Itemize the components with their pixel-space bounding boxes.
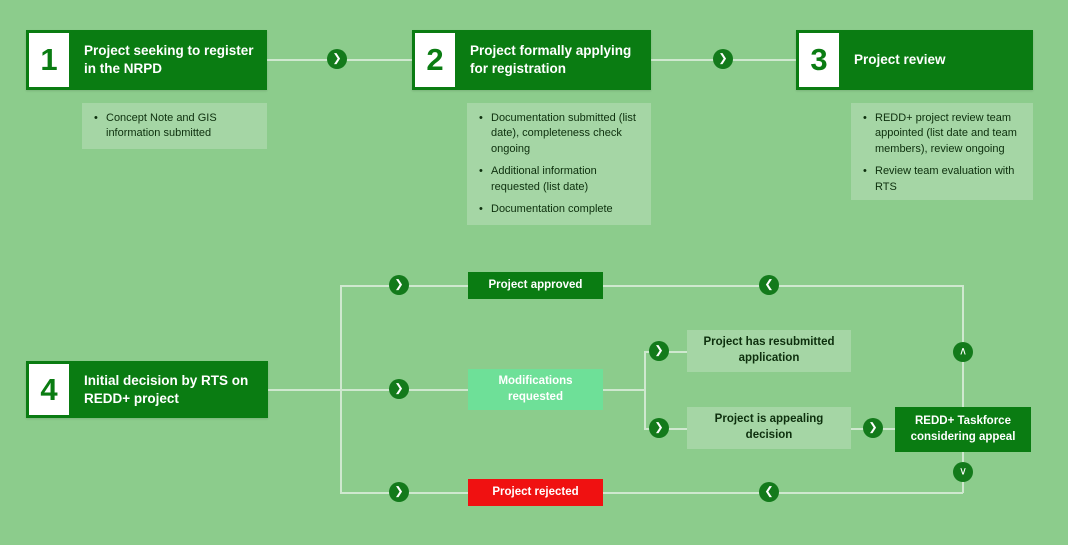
stage-2-details — [467, 103, 651, 225]
stage-3-detail-item: • Review team evaluation with RTS — [873, 164, 1023, 195]
stage-4-title: Initial decision by RTS on REDD+ project — [84, 372, 249, 406]
chevron-left-icon: ❮ — [764, 278, 774, 291]
stage-1-title: Project seeking to register in the NRPD — [84, 43, 254, 76]
stage-1-number: 1 — [26, 30, 72, 90]
arrow-appealing-to-taskforce — [863, 418, 883, 438]
arrow-to-modifications — [389, 379, 409, 399]
chevron-right-icon: ❯ — [394, 278, 404, 291]
chevron-right-icon: ❯ — [654, 421, 664, 434]
stage-3-detail-item: • REDD+ project review team appointed (list date and team members), review ongoing — [873, 111, 1023, 157]
stage-2-title: Project formally applying for registration — [470, 43, 632, 76]
chevron-right-icon: ❯ — [394, 382, 404, 395]
arrow-taskforce-to-approved — [759, 275, 779, 295]
chevron-down-icon: ∨ — [958, 465, 968, 478]
stage-3-title: Project review — [854, 52, 946, 68]
chevron-right-icon: ❯ — [718, 52, 728, 65]
chevron-right-icon: ❯ — [868, 421, 878, 434]
arrow-to-resubmitted — [649, 341, 669, 361]
stage-1-detail-item: • Concept Note and GIS information submitted — [104, 111, 257, 142]
stage-2-number: 2 — [412, 30, 458, 90]
arrow-taskforce-down — [953, 462, 973, 482]
chevron-right-icon: ❯ — [332, 52, 342, 65]
arrow-stage1-stage2 — [327, 49, 347, 69]
outcome-modifications-requested[interactable]: Modifications requested — [468, 369, 603, 410]
outcome-project-rejected[interactable]: Project rejected — [468, 479, 603, 506]
outcome-taskforce-considering-appeal[interactable]: REDD+ Taskforce considering appeal — [895, 407, 1031, 452]
stage-4-number: 4 — [26, 361, 72, 418]
stage-2-detail-item: • Additional information requested (list date) — [489, 164, 641, 195]
arrow-to-appealing — [649, 418, 669, 438]
chevron-up-icon: ∧ — [958, 345, 968, 358]
stage-1[interactable] — [26, 30, 267, 90]
arrow-taskforce-up — [953, 342, 973, 362]
stage-3-details — [851, 103, 1033, 200]
arrow-stage2-stage3 — [713, 49, 733, 69]
chevron-right-icon: ❯ — [394, 485, 404, 498]
stage-2-detail-item: • Documentation submitted (list date), completeness check ongoing — [489, 111, 641, 157]
outcome-project-appealing[interactable]: Project is appealing decision — [687, 407, 851, 449]
connector-subspine — [644, 351, 646, 429]
connector-taskforce-rejected — [603, 492, 963, 494]
arrow-to-rejected — [389, 482, 409, 502]
outcome-project-resubmitted[interactable]: Project has resubmitted application — [687, 330, 851, 372]
stage-2-detail-item: • Documentation complete — [489, 202, 641, 217]
connector-taskforce-approved — [603, 285, 963, 287]
arrow-taskforce-to-rejected — [759, 482, 779, 502]
chevron-left-icon: ❮ — [764, 485, 774, 498]
outcome-project-approved[interactable]: Project approved — [468, 272, 603, 299]
chevron-right-icon: ❯ — [654, 344, 664, 357]
stage-3[interactable] — [796, 30, 1033, 90]
stage-1-details — [82, 103, 267, 149]
stage-3-number: 3 — [796, 30, 842, 90]
stage-2[interactable] — [412, 30, 651, 90]
connector-modifications-subspine — [603, 389, 645, 391]
arrow-to-approved — [389, 275, 409, 295]
stage-4[interactable] — [26, 361, 268, 418]
